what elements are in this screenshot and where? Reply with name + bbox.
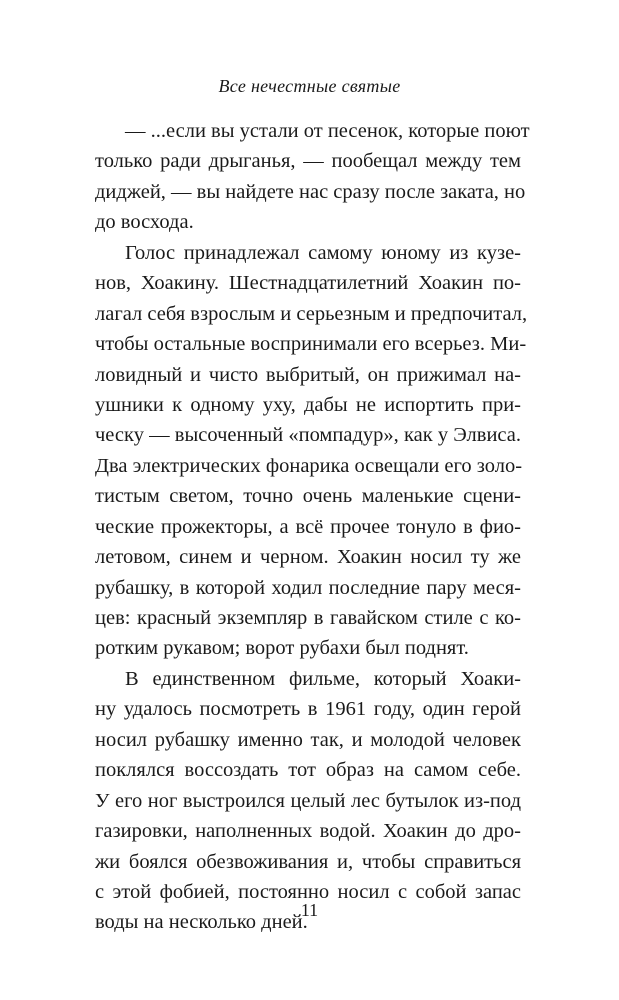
running-head: Все нечестные святые — [218, 76, 401, 96]
text-line: ческие прожекторы, а всё прочее тонуло в фио- — [95, 515, 521, 538]
text-line: ротким рукавом; ворот рубахи был поднят. — [95, 637, 469, 660]
text-line: лагал себя взрослым и серьезным и предпочитал, — [95, 302, 528, 325]
text-line: У его ног выстроился целый лес бутылок из-под — [95, 789, 521, 812]
text-line: до восхода. — [95, 211, 194, 234]
text-line: ловидный и чисто выбритый, он прижимал на- — [95, 363, 521, 386]
text-line: Два электрических фонарика освещали его золо- — [95, 454, 523, 477]
text-line: ну удалось посмотреть в 1961 году, один герой — [95, 698, 521, 721]
text-line: жи боялся обезвоживания и, чтобы справиться — [95, 850, 521, 873]
text-line: рубашку, в которой ходил последние пару меся- — [95, 576, 521, 599]
text-line: тистым светом, точно очень маленькие сцени- — [95, 485, 521, 508]
text-line: чтобы остальные воспринимали его всерьез. Ми- — [95, 333, 527, 356]
text-line: цев: красный экземпляр в гавайском стиле с ко- — [95, 607, 521, 629]
text-line: носил рубашку именно так, и молодой человек — [95, 728, 521, 751]
text-line: нов, Хоакину. Шестнадцатилетний Хоакин по- — [95, 272, 521, 295]
text-line: ческу — высоченный «помпадур», как у Элвиса. — [95, 424, 521, 447]
text-line: воды на несколько дней. — [95, 911, 308, 934]
text-line: В единственном фильме, который Хоаки- — [125, 667, 521, 690]
body-text — [95, 116, 530, 938]
text-line: газировки, наполненных водой. Хоакин до дро- — [95, 820, 521, 843]
text-line: с этой фобией, постоянно носил с собой запас — [95, 880, 521, 903]
text-line: летовом, синем и черном. Хоакин носил ту же — [95, 546, 521, 569]
text-line: — ...если вы устали от песенок, которые поют — [125, 120, 530, 142]
text-line: поклялся воссоздать тот образ на самом себе. — [95, 759, 521, 782]
text-line: Голос принадлежал самому юному из кузе- — [125, 241, 521, 264]
text-line: ушники к одному уху, дабы не испортить при- — [95, 393, 521, 416]
text-line: диджей, — вы найдете нас сразу после заката, но — [95, 180, 526, 203]
text-line: только ради дрыганья, — пообещал между тем — [95, 150, 521, 173]
page-number: 11 — [300, 900, 319, 920]
